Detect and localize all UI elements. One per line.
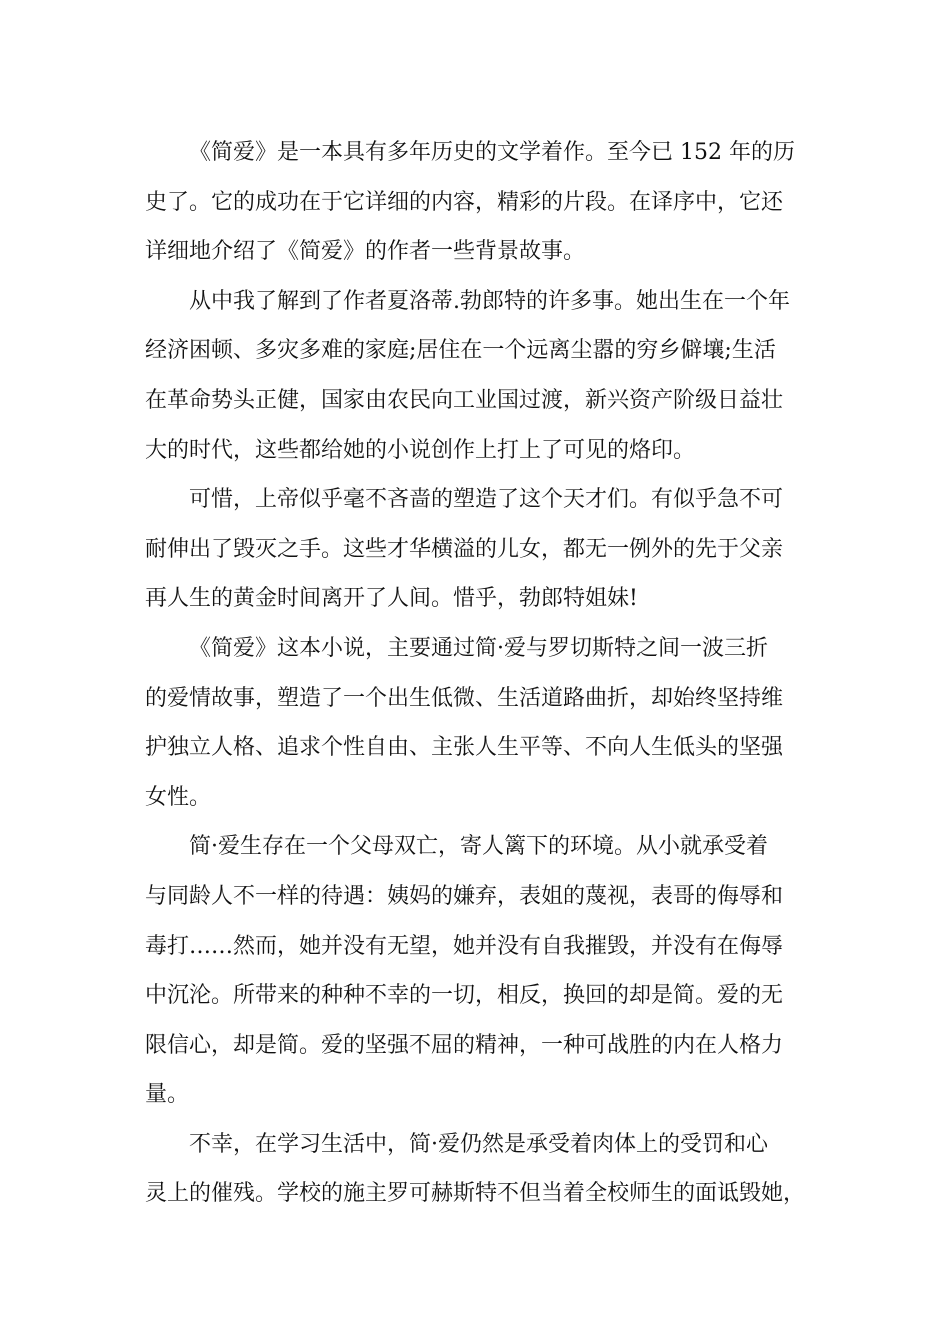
text-line: 从中我了解到了作者夏洛蒂.勃郎特的许多事。她出生在一个年 (189, 288, 790, 314)
text-line: 经济困顿、多灾多难的家庭;居住在一个远离尘嚣的穷乡僻壤;生活 (145, 338, 776, 364)
text-line: 《简爱》这本小说，主要通过简·爱与罗切斯特之间一波三折 (189, 635, 768, 661)
text-line: 简·爱生存在一个父母双亡，寄人篱下的环境。从小就承受着 (189, 834, 768, 860)
text-line: 耐伸出了毁灭之手。这些才华横溢的儿女，都无一例外的先于父亲 (145, 536, 784, 562)
paragraph-1 (145, 128, 825, 277)
text-line: 详细地介绍了《简爱》的作者一些背景故事。 (145, 239, 586, 265)
paragraph-5 (145, 822, 825, 1120)
text-line: 限信心，却是简。爱的坚强不屈的精神，一种可战胜的内在人格力 (145, 1032, 784, 1058)
text-line: 再人生的黄金时间离开了人间。惜乎，勃郎特姐妹! (145, 586, 638, 612)
text-line: 量。 (145, 1082, 190, 1108)
paragraph-2 (145, 277, 825, 475)
text-line: 史了。它的成功在于它详细的内容，精彩的片段。在译序中，它还 (145, 189, 784, 215)
text-line: 护独立人格、追求个性自由、主张人生平等、不向人生低头的坚强 (145, 735, 784, 761)
text-line: 毒打……然而，她并没有无望，她并没有自我摧毁，并没有在侮辱 (145, 933, 784, 959)
document-body (145, 128, 825, 1219)
text-line: 与同龄人不一样的待遇：姨妈的嫌弃，表姐的蔑视，表哥的侮辱和 (145, 883, 784, 909)
paragraph-3 (145, 475, 825, 624)
text-line: 灵上的催残。学校的施主罗可赫斯特不但当着全校师生的面诋毁她， (145, 1181, 806, 1207)
text-line: 在革命势头正健，国家由农民向工业国过渡，新兴资产阶级日益壮 (145, 387, 784, 413)
text-line: 女性。 (145, 784, 212, 810)
text-line: 不幸，在学习生活中，简·爱仍然是承受着肉体上的受罚和心 (189, 1131, 768, 1157)
text-line: 可惜，上帝似乎毫不吝啬的塑造了这个天才们。有似乎急不可 (189, 487, 784, 513)
text-line: 中沉沦。所带来的种种不幸的一切，相反，换回的却是简。爱的无 (145, 983, 784, 1009)
text-line: 的爱情故事，塑造了一个出生低微、生活道路曲折，却始终坚持维 (145, 685, 784, 711)
text-line: 大的时代，这些都给她的小说创作上打上了可见的烙印。 (145, 437, 696, 463)
paragraph-4 (145, 624, 825, 822)
paragraph-6 (145, 1120, 825, 1219)
text-line: 《简爱》是一本具有多年历史的文学着作。至今已 152 年的历 (189, 140, 795, 165)
